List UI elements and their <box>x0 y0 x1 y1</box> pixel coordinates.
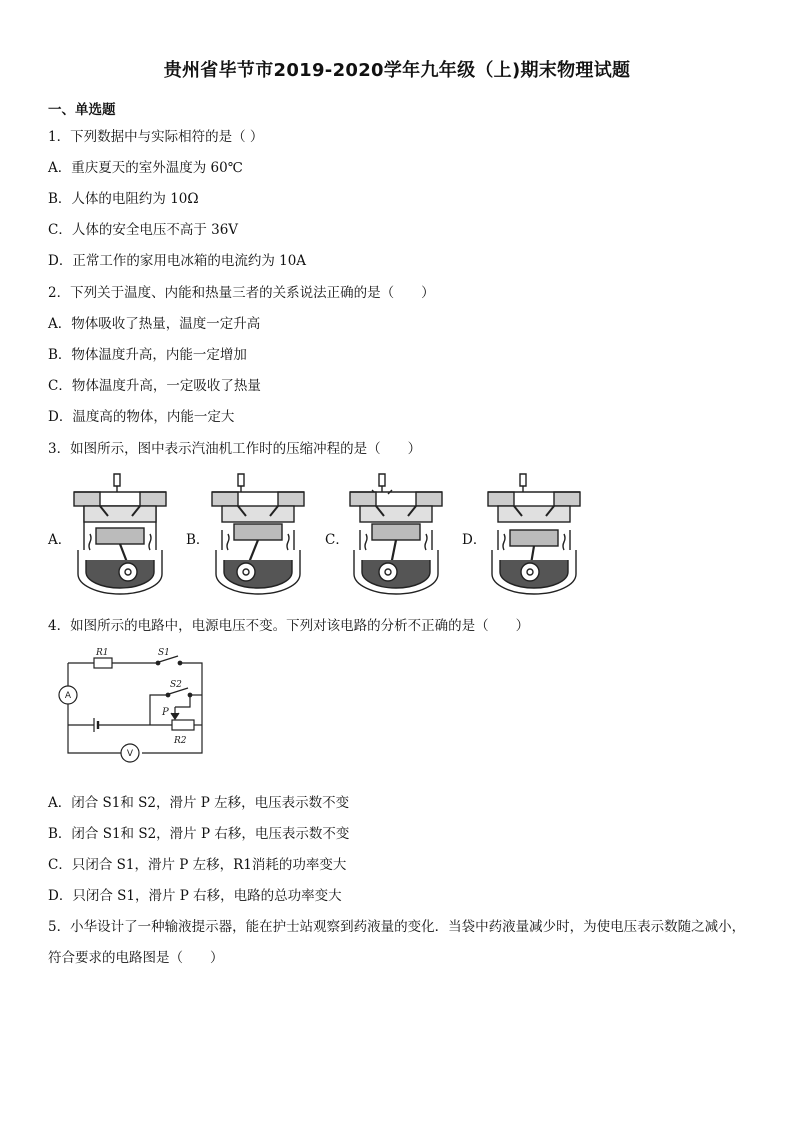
q3-option-d-label: D． <box>462 532 487 548</box>
q1-option-d: D．正常工作的家用电冰箱的电流约为 10A <box>48 253 307 269</box>
circuit-label-s2: S2 <box>170 680 182 690</box>
ammeter-symbol: A <box>64 691 72 701</box>
q1-option-c: C．人体的安全电压不高于 36V <box>48 222 239 238</box>
q1-option-b: B．人体的电阻约为 10Ω <box>48 191 199 207</box>
q4-option-b: B．闭合 S1和 S2，滑片 P 右移，电压表示数不变 <box>48 826 350 842</box>
q3-option-c-label: C． <box>325 532 349 548</box>
section-heading: 一、单选题 <box>48 102 116 118</box>
q3-option-a-label: A． <box>48 532 72 548</box>
circuit-label-r1: R1 <box>96 648 109 658</box>
q2-option-b: B．物体温度升高，内能一定增加 <box>48 347 247 363</box>
circuit-label-s1: S1 <box>158 648 170 658</box>
q2-option-d: D．温度高的物体，内能一定大 <box>48 409 235 425</box>
circuit-diagram <box>50 645 220 770</box>
engine-diagram-c <box>346 470 446 600</box>
circuit-label-p: P <box>162 707 169 718</box>
q4-stem: 4．如图所示的电路中，电源电压不变。下列对该电路的分析不正确的是（ ） <box>48 618 530 634</box>
voltmeter-symbol: V <box>126 749 134 759</box>
q2-option-c: C．物体温度升高，一定吸收了热量 <box>48 378 261 394</box>
q1-option-a: A．重庆夏天的室外温度为 60℃ <box>48 160 243 176</box>
q1-stem: 1．下列数据中与实际相符的是（ ） <box>48 129 264 145</box>
q2-stem: 2．下列关于温度、内能和热量三者的关系说法正确的是（ ） <box>48 285 435 301</box>
circuit-label-r2: R2 <box>174 736 187 746</box>
q3-option-b-label: B． <box>186 532 210 548</box>
q3-stem: 3．如图所示，图中表示汽油机工作时的压缩冲程的是（ ） <box>48 441 422 457</box>
q4-option-a: A．闭合 S1和 S2，滑片 P 左移，电压表示数不变 <box>48 795 350 811</box>
q4-option-c: C．只闭合 S1，滑片 P 左移，R1消耗的功率变大 <box>48 857 347 873</box>
q4-option-d: D．只闭合 S1，滑片 P 右移，电路的总功率变大 <box>48 888 342 904</box>
engine-diagram-a <box>70 470 170 600</box>
engine-diagram-b <box>208 470 308 600</box>
q2-option-a: A．物体吸收了热量，温度一定升高 <box>48 316 261 332</box>
engine-diagram-d <box>484 470 584 600</box>
page-title: 贵州省毕节市2019-2020学年九年级（上)期末物理试题 <box>163 60 631 81</box>
q5-stem: 5．小华设计了一种输液提示器，能在护士站观察到药液量的变化．当袋中药液量减少时，为使电压表示数随之减小，符合要求的电路图是（ ） <box>48 919 746 966</box>
